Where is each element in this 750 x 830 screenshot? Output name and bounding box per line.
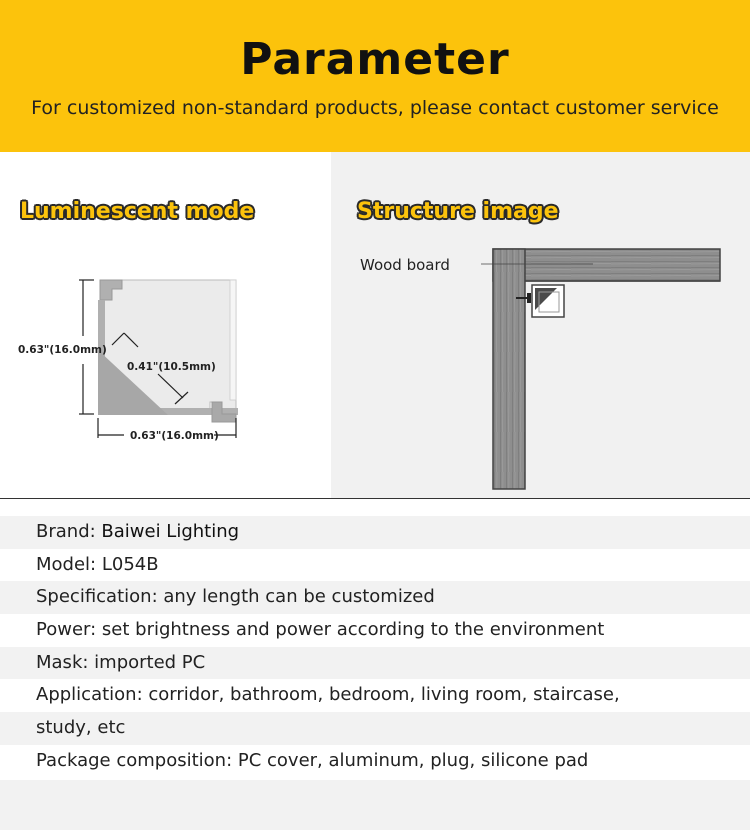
wood-board [493, 249, 720, 489]
profile-diagram [0, 152, 331, 498]
spec-row-mask: Mask: imported PC [0, 647, 750, 680]
aluminum-profile-shape [98, 280, 238, 422]
diagonal-label: 0.41"(10.5mm) [127, 361, 216, 373]
footer-band [0, 780, 750, 830]
spec-row-application-cont: study, etc [0, 712, 750, 745]
header-banner [0, 0, 750, 152]
structure-panel [331, 152, 750, 498]
luminescent-title: Luminescent mode [20, 199, 255, 224]
spec-list [0, 516, 750, 778]
structure-diagram [331, 152, 750, 498]
spec-row-specification: Specification: any length can be customized [0, 581, 750, 614]
width-label: 0.63"(16.0mm) [130, 430, 219, 442]
spec-row-application: Application: corridor, bathroom, bedroom, living room, staircase, [36, 684, 620, 706]
spec-row-package: Package composition: PC cover, aluminum, plug, silicone pad [36, 749, 589, 771]
spec-row-brand: Brand: Baiwei Lighting [0, 516, 750, 549]
page-subtitle: For customized non-standard products, please contact customer service [31, 97, 719, 119]
height-label: 0.63"(16.0mm) [18, 344, 107, 356]
structure-title: Structure image [357, 199, 559, 224]
section-divider [0, 498, 750, 499]
installed-profile [532, 285, 564, 317]
page-title: Parameter [240, 34, 510, 85]
luminescent-panel [0, 152, 331, 498]
wood-board-label: Wood board [360, 256, 450, 274]
spec-row-model: Model: L054B [36, 553, 159, 575]
spec-row-power: Power: set brightness and power according to the environment [36, 619, 605, 641]
